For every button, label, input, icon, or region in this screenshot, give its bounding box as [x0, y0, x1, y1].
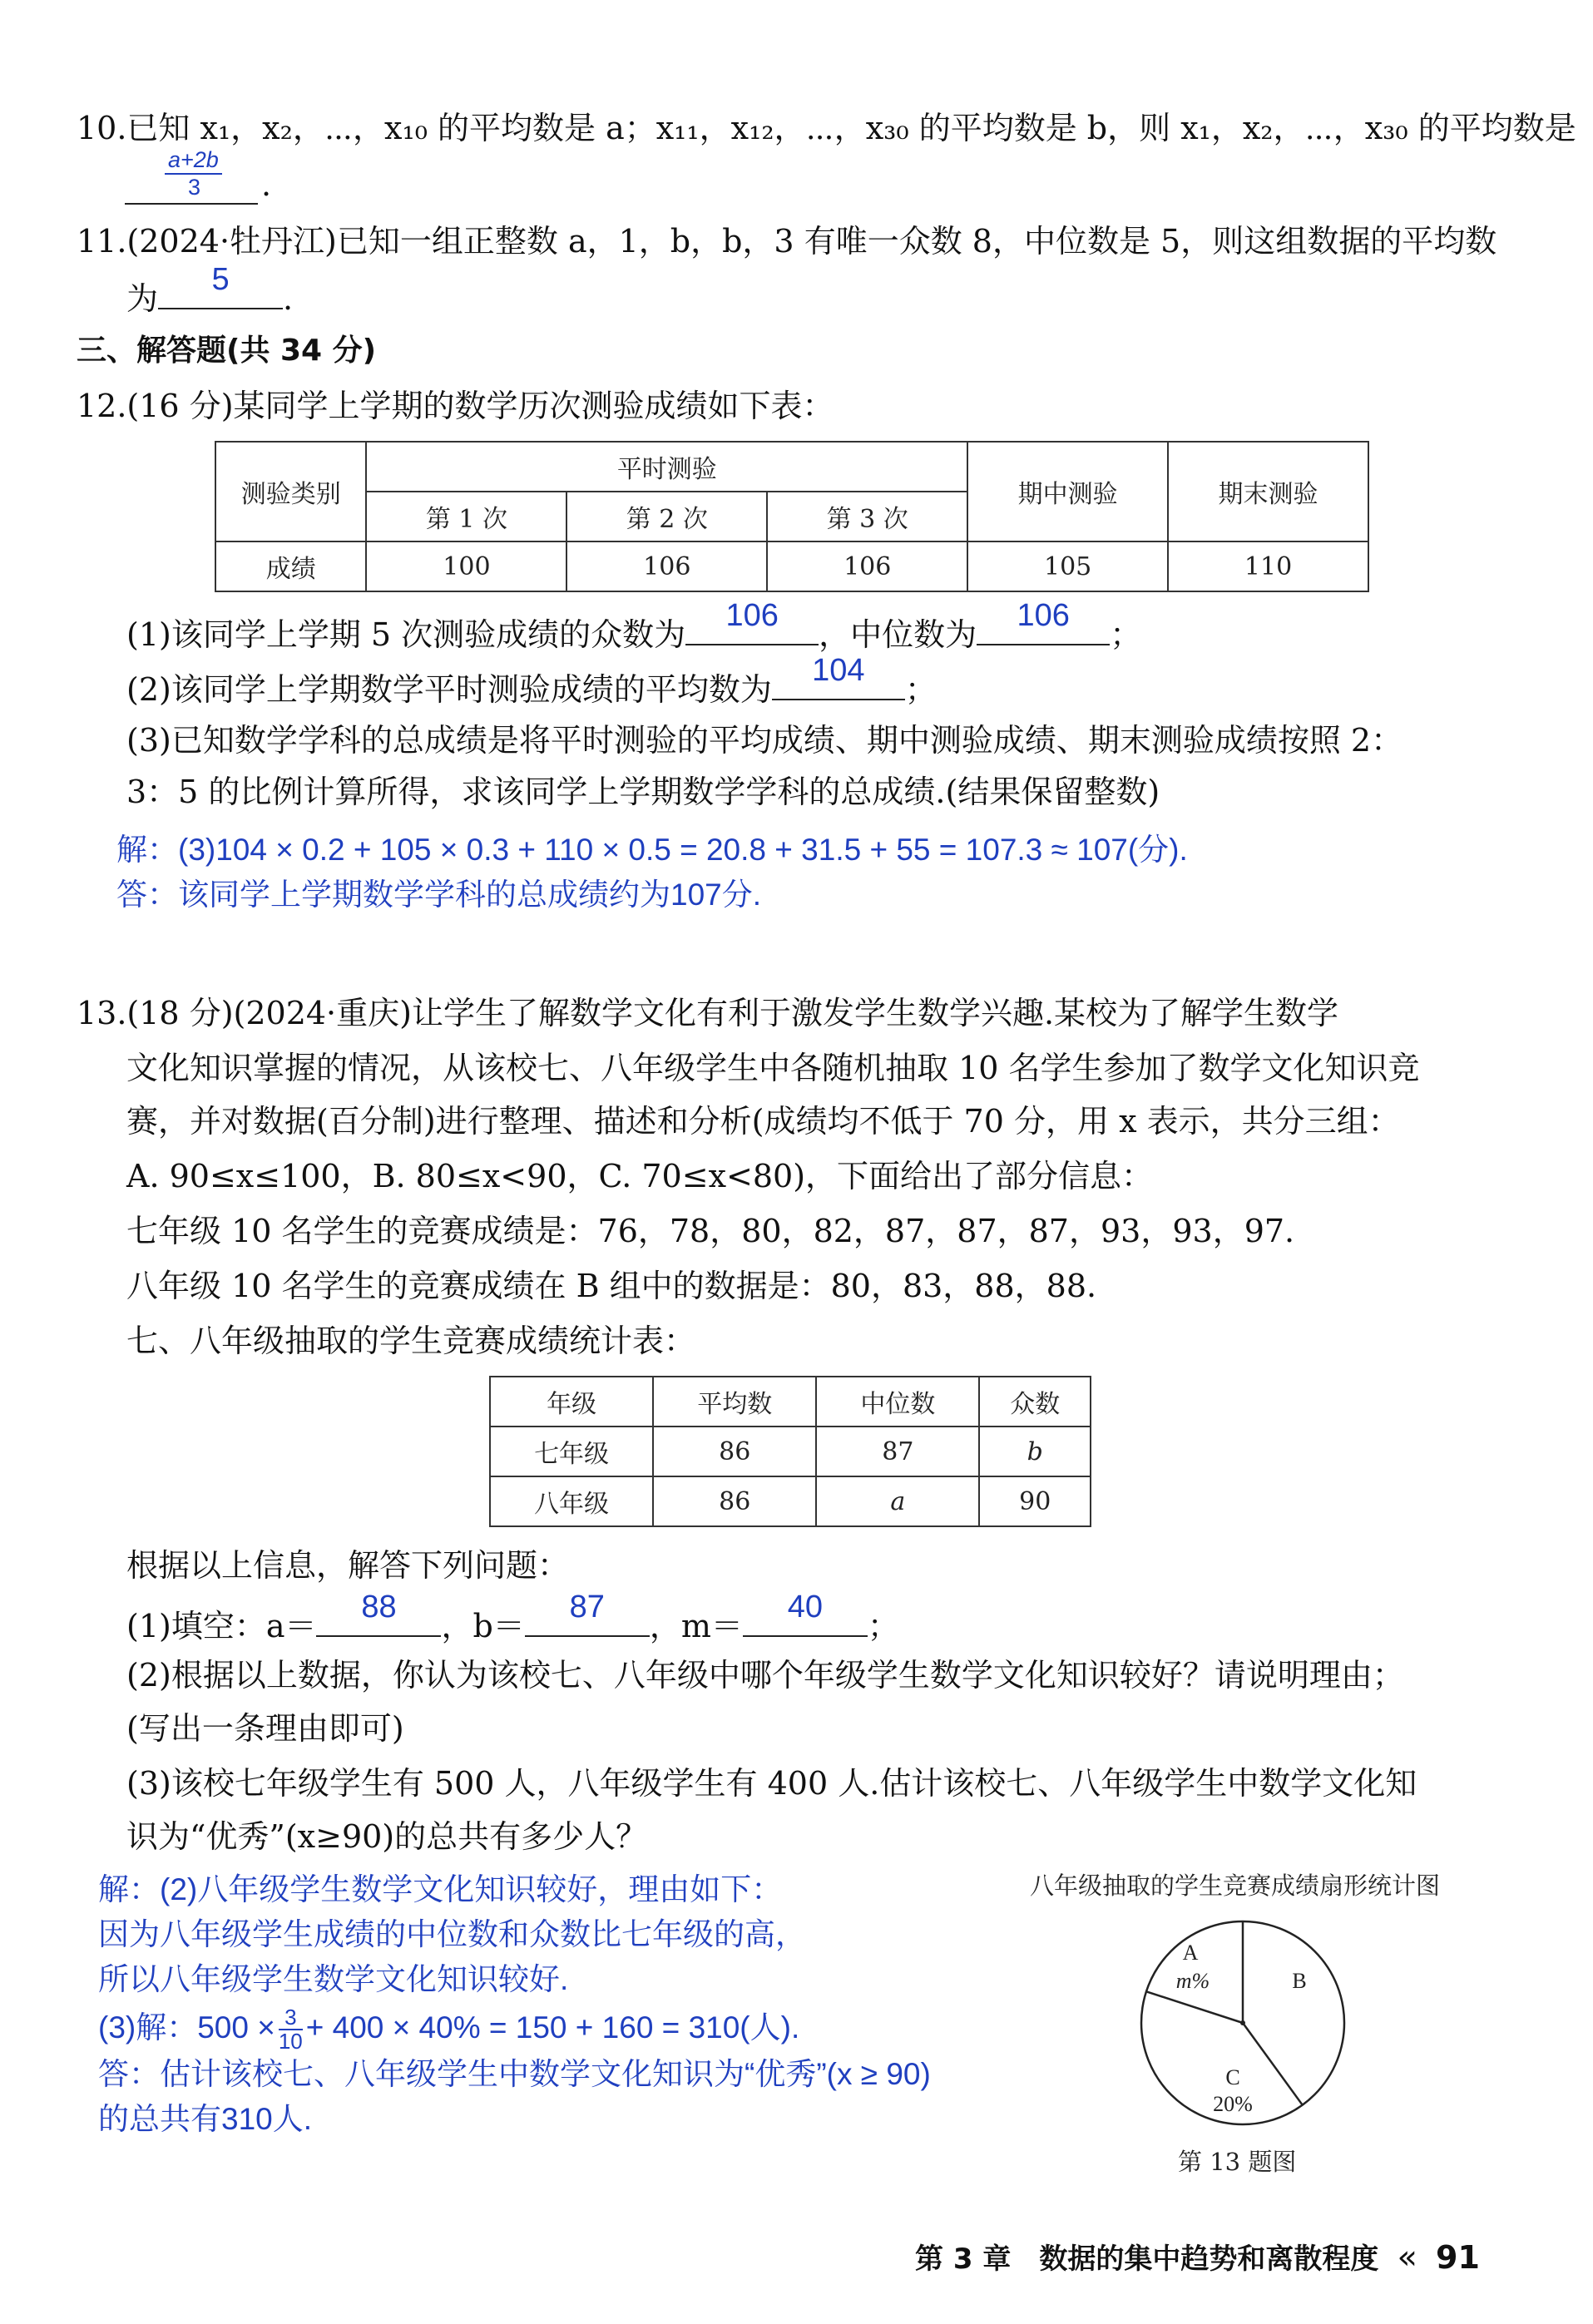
q13-part2-line2: (写出一条理由即可) — [126, 1710, 404, 1747]
q12-score-label: 成绩 — [215, 541, 366, 591]
section-title: 三、解答题(共 34 分) — [77, 334, 377, 368]
q13-solution-line4 — [98, 2006, 799, 2054]
q13-line3: 赛，并对数据(百分制)进行整理、描述和分析(成绩均不低于 70 分，用 x 表示，共分三组： — [126, 1103, 1400, 1140]
q13-b-blank — [525, 1590, 650, 1637]
q13-solution-fraction-den: 10 — [278, 2029, 303, 2055]
pie-label-c: C — [1225, 2065, 1240, 2089]
pie-label-c-pct: 20% — [1213, 2092, 1253, 2116]
q12-part3-line2: 3：5 的比例计算所得，求该同学上学期数学学科的总成绩.(结果保留整数) — [126, 774, 1160, 810]
q13-line6: 八年级 10 名学生的竞赛成绩在 B 组中的数据是：80，83，88，88. — [126, 1268, 1097, 1304]
page-footer — [915, 2237, 1480, 2277]
q13-solution-fraction — [279, 2006, 303, 2054]
q13-part1-a-label: (1)填空：a＝ — [126, 1608, 317, 1644]
q12-score-cell: 100 — [366, 541, 566, 591]
q12-part1-text: (1)该同学上学期 5 次测验成绩的众数为 — [126, 616, 686, 653]
q12-mode-blank — [685, 598, 819, 645]
q13-line7: 七、八年级抽取的学生竞赛成绩统计表： — [126, 1323, 696, 1359]
q12-part1 — [126, 598, 1142, 655]
q12-score-cell: 110 — [1168, 541, 1368, 591]
q12-sub-header: 第 3 次 — [767, 492, 967, 541]
q13-line5: 七年级 10 名学生的竞赛成绩是：76，78，80，82，87，87，87，93，93，97. — [126, 1213, 1295, 1249]
q11-answer: 5 — [211, 262, 230, 298]
q13-solution-line5: 答：估计该校七、八年级学生中数学文化知识为“优秀”(x ≥ 90) — [98, 2057, 931, 2091]
q10-answer-blank — [125, 148, 258, 205]
q13-table-cell: b — [979, 1427, 1091, 1476]
pie-label-a: A — [1182, 1941, 1199, 1965]
q13-solution-part3-start: (3)解：500 × — [98, 2010, 275, 2045]
q13-solution-line1: 解：(2)八年级学生数学文化知识较好，理由如下： — [98, 1872, 783, 1906]
q12-score-cell: 106 — [767, 541, 967, 591]
q13-table-cell: 八年级 — [490, 1476, 653, 1526]
q13-part1-b-label: ，b＝ — [441, 1608, 525, 1644]
q13-solution-fraction-num: 3 — [279, 2006, 303, 2030]
pie-center — [1240, 2020, 1245, 2025]
q13-b-answer: 87 — [569, 1590, 605, 1625]
double-chevron-icon: « — [1397, 2238, 1417, 2277]
q13-part1 — [126, 1590, 899, 1646]
q13-solution-part3-end: + 400 × 40% = 150 + 160 = 310(人). — [305, 2010, 800, 2045]
q10-text: 10.已知 x₁，x₂，⋯，x₁₀ 的平均数是 a；x₁₁，x₁₂，⋯，x₃₀ 的平均数是 b，则 x₁，x₂，⋯，x₃₀ 的平均数是 — [77, 110, 1576, 146]
q12-group-header: 平时测验 — [366, 442, 967, 492]
q13-table-cell: 86 — [653, 1427, 816, 1476]
page-number: 91 — [1436, 2239, 1480, 2276]
q13-table-cell: 90 — [979, 1476, 1091, 1526]
pie-label-b: B — [1292, 1969, 1307, 1993]
q12-median-answer: 106 — [1017, 598, 1070, 634]
pie-divider-c-a — [1146, 1991, 1243, 2023]
q13-intro: 根据以上信息，解答下列问题： — [126, 1547, 570, 1584]
q13-solution-line3: 所以八年级学生数学文化知识较好. — [98, 1962, 569, 1996]
q13-line2: 文化知识掌握的情况，从该校七、八年级学生中各随机抽取 10 名学生参加了数学文化知识竞 — [126, 1050, 1420, 1086]
q13-part3-line1: (3)该校七年级学生有 500 人，八年级学生有 400 人.估计该校七、八年级学生中数学文化知 — [126, 1765, 1417, 1802]
q12-part1-end: ； — [1110, 616, 1142, 653]
q12-part2-end: ； — [904, 671, 937, 708]
chapter-title: 第 3 章 数据的集中趋势和离散程度 — [915, 2242, 1379, 2276]
q12-stem: 12.(16 分)某同学上学期的数学历次测验成绩如下表： — [77, 388, 834, 424]
q13-table-header: 中位数 — [816, 1377, 979, 1427]
q13-table-cell: 86 — [653, 1476, 816, 1526]
q13-table-header: 平均数 — [653, 1377, 816, 1427]
q10-answer-denominator: 3 — [188, 175, 201, 200]
q13-stats-table — [489, 1376, 1091, 1527]
q12-score-cell: 106 — [566, 541, 767, 591]
q13-part2-line1: (2)根据以上数据，你认为该校七、八年级中哪个年级学生数学文化知识较好？请说明理由； — [126, 1657, 1404, 1694]
q13-table-cell: a — [816, 1476, 979, 1526]
q12-row-header: 测验类别 — [215, 442, 366, 541]
q12-part3-line1: (3)已知数学学科的总成绩是将平时测验的平均成绩、期中测验成绩、期末测验成绩按照 2： — [126, 722, 1403, 759]
q13-table-header: 年级 — [490, 1377, 653, 1427]
q12-score-cell: 105 — [967, 541, 1168, 591]
q13-table-cell: 七年级 — [490, 1427, 653, 1476]
q11-prefix: 为 — [126, 280, 159, 317]
q13-line1: 13.(18 分)(2024·重庆)让学生了解数学文化有利于激发学生数学兴趣.某校为了解学生数学 — [77, 995, 1339, 1031]
q13-table-cell: 87 — [816, 1427, 979, 1476]
q10-period: . — [261, 166, 272, 203]
q12-median-blank — [977, 598, 1110, 645]
figure-caption: 第 13 题图 — [1178, 2148, 1297, 2176]
q12-solution-line1: 解：(3)104 × 0.2 + 105 × 0.3 + 110 × 0.5 = 20.8 + 31.5 + 55 = 107.3 ≈ 107(分). — [116, 833, 1188, 867]
q12-part1-median-label: ，中位数为 — [819, 616, 977, 653]
q12-mode-answer: 106 — [725, 598, 779, 634]
pie-label-a-pct: m% — [1175, 1969, 1210, 1993]
q13-solution-line2: 因为八年级学生成绩的中位数和众数比七年级的高， — [98, 1917, 806, 1951]
q12-average-blank — [772, 653, 905, 700]
q10-answer-numerator: a+2b — [165, 148, 222, 175]
q12-final-header: 期末测验 — [1168, 442, 1368, 541]
q11-line2: 为 5 . — [126, 262, 294, 317]
q11-text: 11.(2024·牡丹江)已知一组正整数 a，1，b，b，3 有唯一众数 8，中位数是 5，则这组数据的平均数 — [77, 223, 1497, 260]
q13-part1-end: ； — [867, 1608, 899, 1644]
pie-chart — [1128, 1908, 1358, 2138]
q13-part3-line2: 识为“优秀”(x≥90)的总共有多少人？ — [126, 1818, 648, 1855]
q12-midterm-header: 期中测验 — [967, 442, 1168, 541]
q13-a-blank — [316, 1590, 441, 1637]
q12-part2 — [126, 653, 937, 710]
q12-sub-header: 第 1 次 — [366, 492, 566, 541]
q13-table-header: 众数 — [979, 1377, 1091, 1427]
q13-solution-line6: 的总共有310人. — [98, 2102, 313, 2136]
q13-part1-m-label: ，m＝ — [649, 1608, 743, 1644]
q12-part2-text: (2)该同学上学期数学平时测验成绩的平均数为 — [126, 671, 772, 708]
q13-m-answer: 40 — [787, 1590, 823, 1625]
pie-chart-title: 八年级抽取的学生竞赛成绩扇形统计图 — [1030, 1872, 1441, 1900]
q13-m-blank — [743, 1590, 868, 1637]
q12-solution-line2: 答：该同学上学期数学学科的总成绩约为107分. — [116, 878, 762, 912]
q13-a-answer: 88 — [361, 1590, 397, 1625]
q12-score-table — [215, 441, 1369, 592]
q12-average-answer: 104 — [812, 653, 865, 689]
q12-sub-header: 第 2 次 — [566, 492, 767, 541]
q13-line4: A. 90≤x≤100，B. 80≤x<90，C. 70≤x<80)，下面给出了部分信息： — [126, 1158, 1154, 1194]
